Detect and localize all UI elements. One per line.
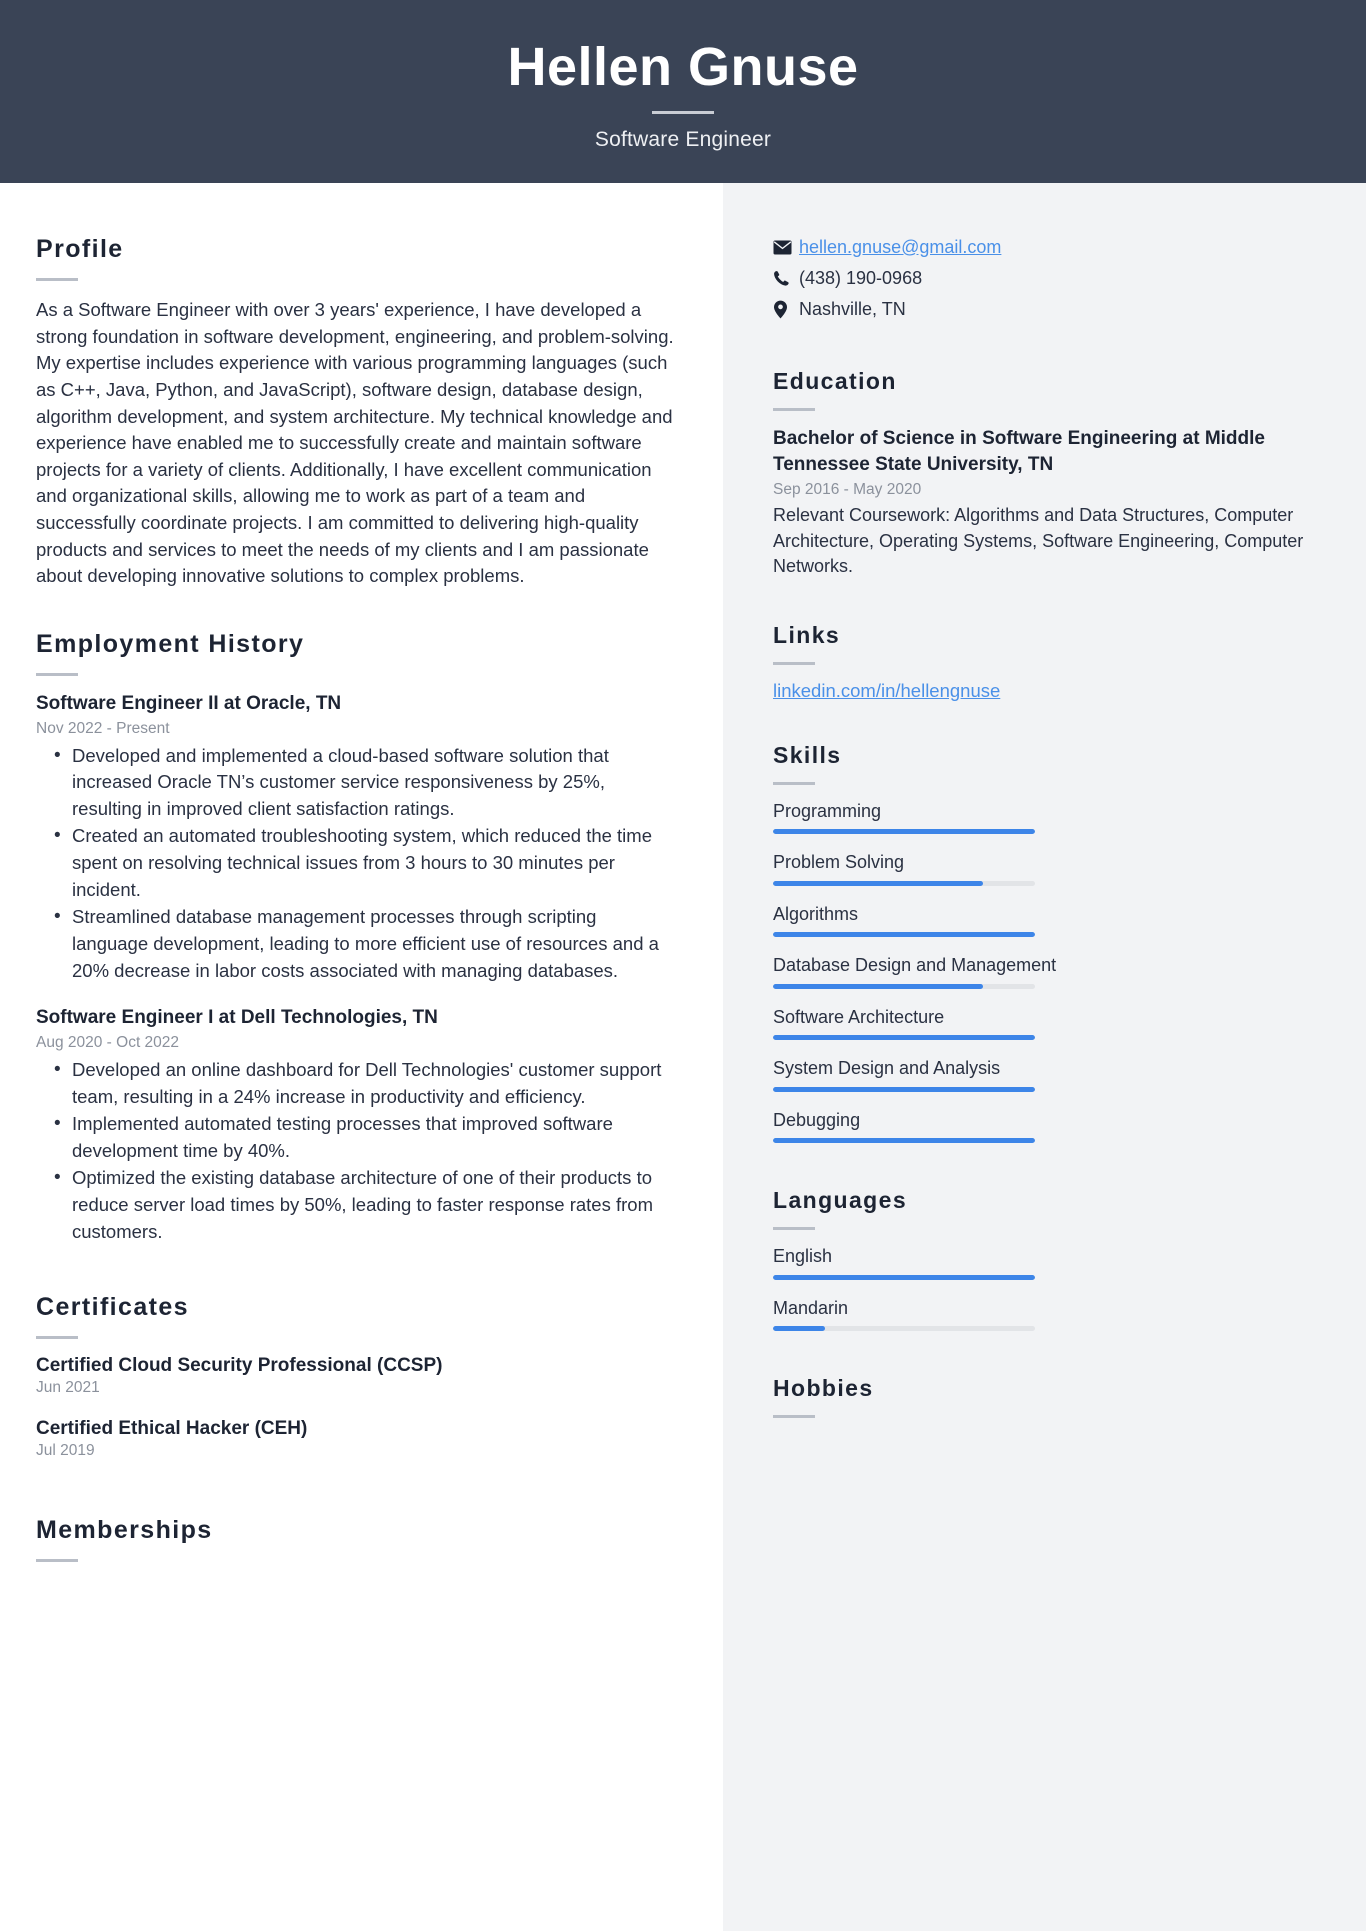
skill-label: Algorithms	[773, 903, 859, 924]
section-heading-profile: Profile	[36, 235, 124, 263]
section-languages	[773, 1187, 1306, 1331]
section-memberships	[36, 1516, 677, 1562]
skill-level-bar	[773, 881, 1035, 886]
profile-text: As a Software Engineer with over 3 years' experience, I have developed a strong foundation in software development, engineering, and problem-solving. My expertise includes experience with various programming languages (such as C++, Java, Python, and JavaScript), software design, database design, algorithm development, and system architecture. My technical knowledge and experience have enabled me to successfully create and maintain software projects for a variety of clients. Additionally, I have excellent communication and organizational skills, allowing me to work as part of a team and successfully coordinate projects. I am committed to delivering high-quality products and services to meet the needs of my clients and I am passionate about developing innovative solutions to complex problems.	[36, 299, 674, 587]
section-divider	[36, 673, 78, 676]
contact-row-phone	[773, 266, 1306, 291]
skill-label: Problem Solving	[773, 852, 905, 873]
skill-level-bar	[773, 829, 1035, 834]
skill-item	[773, 800, 1306, 835]
contact-email-value[interactable]: hellen.gnuse@gmail.com	[799, 236, 1002, 257]
skill-level-fill	[773, 829, 1035, 834]
employment-entry	[36, 1006, 677, 1245]
job-bullet: • Created an automated troubleshooting system, which reduced the time spent on resolving technical issues from 3 hours to 30 minutes per incident.	[36, 823, 677, 903]
section-links	[773, 622, 1306, 702]
contact-row-location	[773, 297, 1306, 322]
section-divider	[773, 1415, 815, 1418]
skill-item	[773, 1006, 1306, 1041]
section-skills	[773, 742, 1306, 1144]
language-label: English	[773, 1246, 833, 1267]
skill-level-bar	[773, 1138, 1035, 1143]
section-certificates	[36, 1293, 677, 1460]
skill-level-fill	[773, 1035, 1035, 1040]
contact-phone-value: (438) 190-0968	[799, 267, 923, 288]
section-divider	[36, 1336, 78, 1339]
resume-header	[0, 0, 1366, 183]
skill-item	[773, 851, 1306, 886]
employment-entry	[36, 692, 677, 984]
job-bullet-list	[36, 1057, 677, 1245]
skill-item	[773, 1057, 1306, 1092]
education-description: Relevant Coursework: Algorithms and Data Structures, Computer Architecture, Operating Systems, Software Engineering, Computer Networks.	[773, 505, 1304, 577]
language-item	[773, 1297, 1306, 1332]
section-heading-skills: Skills	[773, 741, 842, 768]
job-bullet: • Streamlined database management processes through scripting language development, leading to more efficient use of resources and a 20% decrease in labor costs associated with managing databases.	[36, 904, 677, 984]
section-divider	[36, 278, 78, 281]
language-item	[773, 1245, 1306, 1280]
section-heading-links: Links	[773, 621, 841, 648]
skill-label: Software Architecture	[773, 1006, 945, 1027]
job-bullet: • Optimized the existing database architecture of one of their products to reduce server load times by 50%, leading to faster response rates from customers.	[36, 1165, 677, 1245]
job-bullet: • Developed and implemented a cloud-based software solution that increased Oracle TN’s customer service responsiveness by 25%, resulting in improved client satisfaction ratings.	[36, 743, 677, 823]
job-bullet-list	[36, 743, 677, 985]
job-bullet: • Developed an online dashboard for Dell Technologies' customer support team, resulting in a 24% increase in productivity and efficiency.	[36, 1057, 677, 1110]
skill-level-fill	[773, 984, 983, 989]
skill-level-bar	[773, 984, 1035, 989]
section-divider	[36, 1559, 78, 1562]
section-education	[773, 368, 1306, 580]
skill-level-bar	[773, 932, 1035, 937]
education-date: Sep 2016 - May 2020	[773, 481, 922, 499]
section-profile	[36, 235, 677, 590]
skill-label: System Design and Analysis	[773, 1058, 1001, 1079]
skill-level-bar	[773, 1087, 1035, 1092]
language-level-fill	[773, 1326, 825, 1331]
page-title: Hellen Gnuse	[507, 36, 859, 97]
certificate-item	[36, 1418, 677, 1460]
skill-level-fill	[773, 1138, 1035, 1143]
certificate-name: Certified Ethical Hacker (CEH)	[36, 1418, 308, 1440]
skill-item	[773, 954, 1306, 989]
section-heading-languages: Languages	[773, 1187, 908, 1214]
job-title: Software Engineer I at Dell Technologies, TN	[36, 1007, 438, 1029]
section-heading-memberships: Memberships	[36, 1516, 213, 1545]
main-column	[0, 183, 723, 1931]
skill-level-fill	[773, 1087, 1035, 1092]
resume-body	[0, 183, 1366, 1931]
certificate-item	[36, 1355, 677, 1397]
language-level-fill	[773, 1275, 1035, 1280]
section-heading-employment: Employment History	[36, 629, 305, 658]
link-linkedin[interactable]: linkedin.com/in/hellengnuse	[773, 679, 1001, 701]
skill-level-fill	[773, 932, 1035, 937]
skill-level-fill	[773, 881, 983, 886]
skill-item	[773, 1109, 1306, 1144]
phone-icon	[773, 270, 799, 287]
certificate-date: Jun 2021	[36, 1379, 100, 1397]
skill-item	[773, 903, 1306, 938]
section-divider	[773, 782, 815, 785]
certificate-date: Jul 2019	[36, 1442, 95, 1460]
section-divider	[773, 408, 815, 411]
section-divider	[773, 1227, 815, 1230]
skill-label: Database Design and Management	[773, 955, 1057, 976]
skill-label: Programming	[773, 800, 882, 821]
section-heading-hobbies: Hobbies	[773, 1375, 874, 1402]
job-date: Nov 2022 - Present	[36, 719, 170, 737]
section-divider	[773, 662, 815, 665]
contact-row-email	[773, 235, 1306, 260]
section-hobbies	[773, 1375, 1306, 1418]
language-level-bar	[773, 1275, 1035, 1280]
job-date: Aug 2020 - Oct 2022	[36, 1033, 180, 1051]
certificate-name: Certified Cloud Security Professional (CCSP)	[36, 1355, 443, 1377]
header-job-title: Software Engineer	[594, 128, 772, 152]
language-level-bar	[773, 1326, 1035, 1331]
job-bullet: • Implemented automated testing processes that improved software development time by 40%.	[36, 1111, 677, 1164]
job-title: Software Engineer II at Oracle, TN	[36, 692, 342, 714]
skill-level-bar	[773, 1035, 1035, 1040]
section-employment-history	[36, 630, 677, 1245]
sidebar-column	[723, 183, 1366, 1931]
envelope-icon	[773, 240, 799, 255]
section-heading-education: Education	[773, 368, 897, 394]
skill-label: Debugging	[773, 1109, 861, 1130]
contact-list	[773, 235, 1306, 322]
section-heading-certificates: Certificates	[36, 1293, 189, 1322]
header-divider	[652, 111, 714, 114]
education-degree: Bachelor of Science in Software Engineering at Middle Tennessee State University, TN	[773, 428, 1265, 476]
location-pin-icon	[773, 300, 799, 319]
language-label: Mandarin	[773, 1297, 849, 1318]
contact-location-value: Nashville, TN	[799, 298, 906, 319]
